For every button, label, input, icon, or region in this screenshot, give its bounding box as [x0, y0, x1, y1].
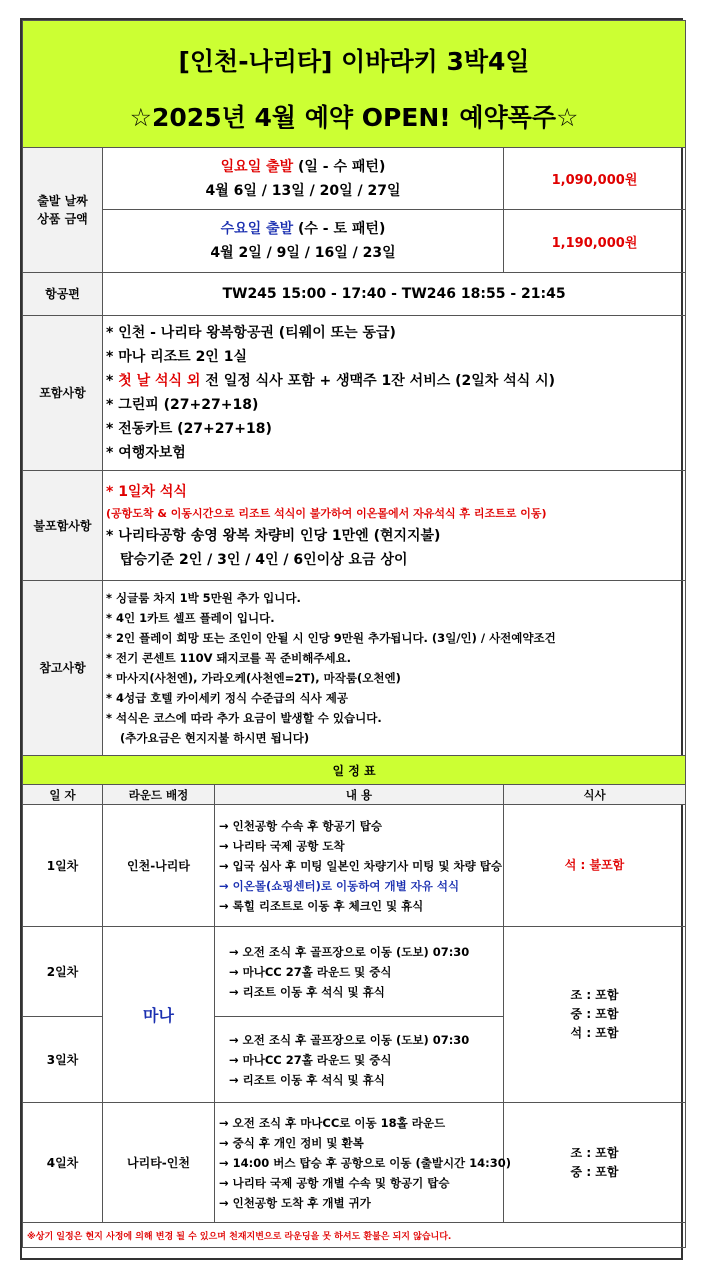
- note-item: * 마사지(사천엔), 가라오케(사천엔=2T), 마작룸(오천엔): [106, 671, 401, 685]
- wednesday-dates: 4월 2일 / 9일 / 16일 / 23일: [210, 245, 396, 261]
- day1-meal: 석 : 불포함: [504, 805, 686, 927]
- day4-label: 4일차: [23, 1103, 103, 1223]
- included-item: * 인천 - 나리타 왕복항공권 (티웨이 또는 동급): [106, 325, 396, 341]
- excluded-item-sub: 탑승기준 2인 / 3인 / 4인 / 6인이상 요금 상이: [120, 551, 408, 568]
- flight-value: TW245 15:00 - 17:40 - TW246 18:55 - 21:45: [103, 273, 686, 316]
- notes-list: [103, 581, 686, 756]
- day3-plan: → 오전 조식 후 골프장으로 이동 (도보) 07:30 → 마나CC 27홀 라운드 및 중식 → 리조트 이동 후 석식 및 휴식: [215, 1017, 504, 1103]
- wednesday-pattern: (수 - 토 패턴): [293, 221, 386, 237]
- sunday-departure-name: 일요일 출발: [220, 158, 294, 175]
- excluded-item-note: (공항도착 & 이동시간으로 리조트 석식이 불가하여 이온몰에서 자유석식 후 리조트로 이동): [106, 506, 547, 520]
- day4-round: 나리타-인천: [103, 1103, 215, 1223]
- title-line2: ☆2025년 4월 예약 OPEN! 예약폭주☆: [129, 103, 579, 132]
- footer-disclaimer: ※상기 일정은 현지 사정에 의해 변경 될 수 있으며 천재지변으로 라운딩을 못 하셔도 환불은 되지 않습니다.: [23, 1223, 686, 1248]
- included-item-highlight: 첫 날 석식 외: [118, 373, 201, 389]
- included-item: * 전동카트 (27+27+18): [106, 421, 272, 437]
- day23-meal: 조 : 포함 중 : 포함 석 : 포함: [504, 927, 686, 1103]
- wednesday-departure-name: 수요일 출발: [220, 221, 294, 237]
- note-item: * 4인 1카트 셀프 플레이 입니다.: [106, 611, 275, 625]
- included-item: * 마나 리조트 2인 1실: [106, 349, 247, 365]
- note-item: * 석식은 코스에 따라 추가 요금이 발생할 수 있습니다.: [106, 711, 382, 725]
- note-item: * 2인 플레이 희망 또는 조인이 안될 시 인당 9만원 추가됩니다. (3일/인) / 사전예약조건: [106, 631, 556, 645]
- day2-plan: → 오전 조식 후 골프장으로 이동 (도보) 07:30 → 마나CC 27홀 라운드 및 중식 → 리조트 이동 후 석식 및 휴식: [215, 927, 504, 1017]
- wednesday-price: 1,190,000원: [504, 210, 686, 273]
- day1-round: 인천-나리타: [103, 805, 215, 927]
- excluded-list: [103, 471, 686, 581]
- sunday-price: 1,090,000원: [504, 148, 686, 210]
- col-content: 내 용: [215, 785, 504, 805]
- sunday-pattern: (일 - 수 패턴): [293, 158, 386, 175]
- day3-label: 3일차: [23, 1017, 103, 1103]
- note-item: * 싱글룸 차지 1박 5만원 추가 입니다.: [106, 591, 301, 605]
- tour-sheet: [20, 18, 683, 1260]
- title-banner: [23, 21, 686, 148]
- note-item: (추가요금은 현지지불 하시면 됩니다): [120, 731, 310, 745]
- day2-label: 2일차: [23, 927, 103, 1017]
- included-item: * 여행자보험: [106, 445, 186, 461]
- sunday-dates: 4월 6일 / 13일 / 20일 / 27일: [205, 182, 401, 199]
- notes-label: 참고사항: [23, 581, 103, 756]
- included-label: 포함사항: [23, 316, 103, 471]
- note-item: * 4성급 호텔 카이세키 정식 수준급의 식사 제공: [106, 691, 349, 705]
- day4-plan: → 오전 조식 후 마나CC로 이동 18홀 라운드 → 중식 후 개인 정비 및 환복 → 14:00 버스 탑승 후 공항으로 이동 (출발시간 14:30) → 나리타 국제 공항 개별 수속 및 항공기 탑승 → 인천공항 도착 후 개별 귀가: [215, 1103, 504, 1223]
- day4-meal: 조 : 포함 중 : 포함: [504, 1103, 686, 1223]
- excluded-item: * 1일차 석식: [106, 483, 187, 500]
- schedule-title: 일 정 표: [23, 756, 686, 785]
- col-round: 라운드 배정: [103, 785, 215, 805]
- flight-label: 항공편: [23, 273, 103, 316]
- departure-label: 출발 날짜 상품 금액: [23, 148, 103, 273]
- col-meal: 식사: [504, 785, 686, 805]
- title-line1: [인천-나리타] 이바라키 3박4일: [178, 47, 530, 76]
- day2-row: [23, 927, 686, 1017]
- note-item: * 전기 콘센트 110V 돼지코를 꼭 준비해주세요.: [106, 651, 352, 665]
- departure-option-wednesday: [103, 210, 504, 273]
- excluded-item: * 나리타공항 송영 왕복 차량비 인당 1만엔 (현지지불): [106, 527, 441, 544]
- day1-label: 1일차: [23, 805, 103, 927]
- day1-row: [23, 805, 686, 927]
- day4-row: [23, 1103, 686, 1223]
- included-item: * 그린피 (27+27+18): [106, 397, 259, 413]
- col-day: 일 자: [23, 785, 103, 805]
- info-table: [22, 20, 686, 1248]
- day1-plan: → 인천공항 수속 후 항공기 탑승 → 나리타 국제 공항 도착 → 입국 심사 후 미팅 일본인 차량기사 미팅 및 차량 탑승 → 이온몰(쇼핑센터)로 이동하여 개별 자유 석식 → 록힐 리조트로 이동 후 체크인 및 휴식: [215, 805, 504, 927]
- excluded-label: 불포함사항: [23, 471, 103, 581]
- mana-round: 마나: [103, 927, 215, 1103]
- included-item: * 첫 날 석식 외 전 일정 식사 포함 + 생맥주 1잔 서비스 (2일차 석식 시): [106, 373, 556, 389]
- departure-option-sunday: [103, 148, 504, 210]
- included-list: [103, 316, 686, 471]
